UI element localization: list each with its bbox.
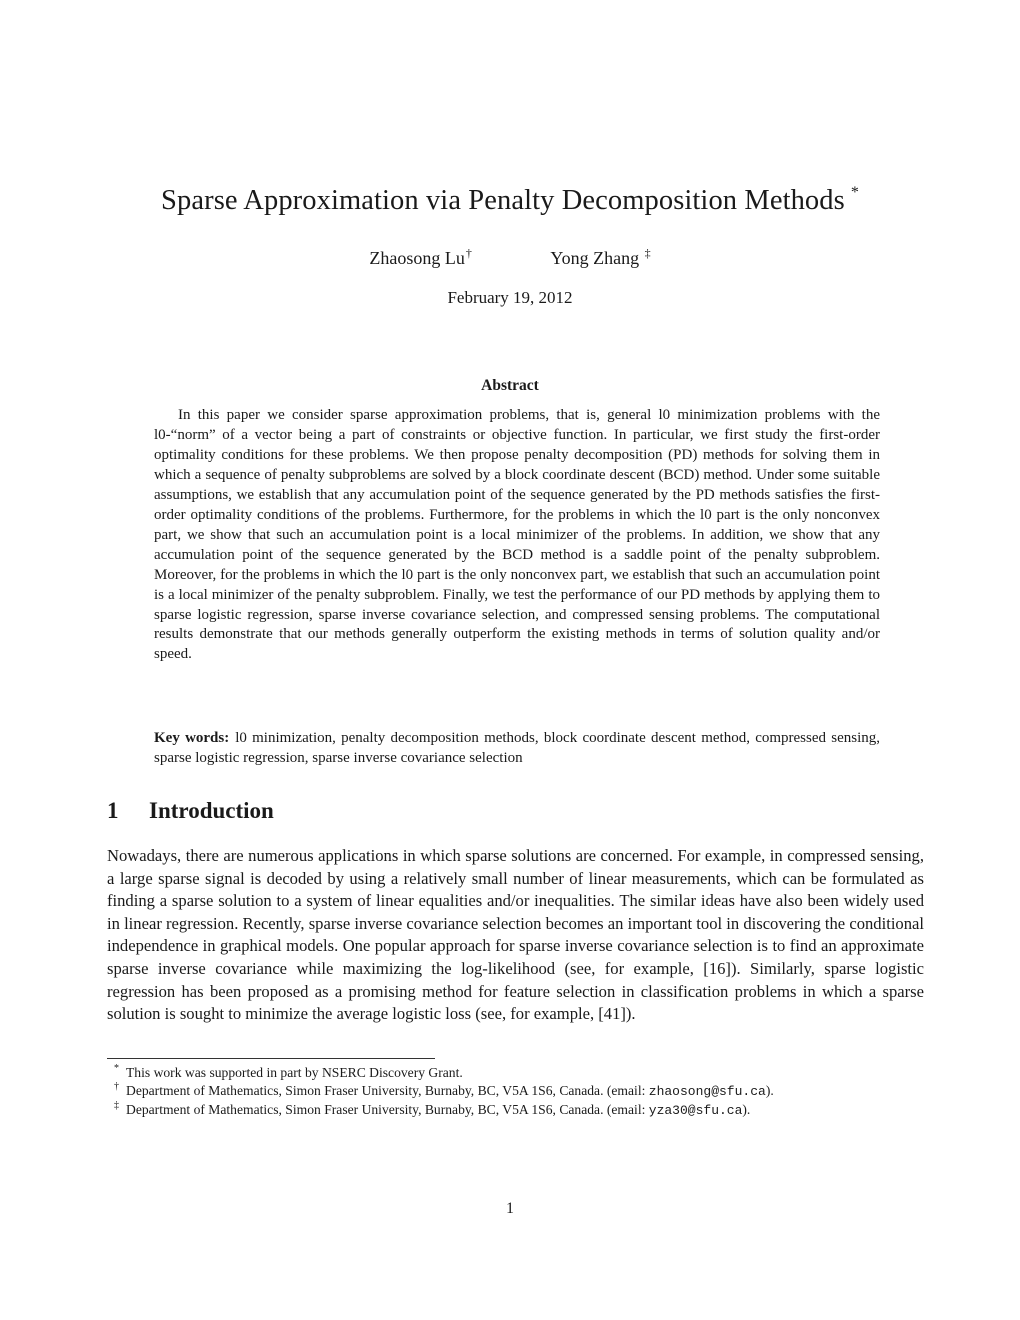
footnote-mark: *	[114, 1063, 119, 1074]
introduction-paragraph: Nowadays, there are numerous applications in which sparse solutions are concerned. For example, in compressed sensing, a large sparse signal is decoded by using a relatively small number of linear measurements, which can be formulated as finding a sparse solution to a system of linear equalities and/or inequalities. The similar ideas have also been widely used in linear regression. Recently, sparse inverse covariance selection becomes an important tool in discovering the conditional independence in graphical models. One popular approach for sparse inverse covariance selection is to find an approximate sparse inverse covariance while maximizing the log-likelihood (see, for example, [16]). Similarly, sparse logistic regression has been proposed as a promising method for feature selection in classification problems in which a sparse solution is sought to minimize the average logistic loss (see, for example, [41]).	[107, 846, 924, 1024]
publication-date: February 19, 2012	[447, 288, 573, 307]
paper-title	[0, 184, 1020, 217]
footnote-mark: †	[114, 1081, 119, 1093]
title-footnote-mark: *	[850, 184, 859, 201]
section-heading	[107, 798, 907, 824]
page-number: 1	[506, 1200, 514, 1217]
email-link[interactable]: yza30@sfu.ca	[648, 1103, 743, 1119]
keywords-text: l0 minimization, penalty decomposition methods, block coordinate descent method, compressed sensing, sparse logistic regression, sparse inverse covariance selection	[154, 730, 880, 766]
author-footnote-mark: ‡	[644, 246, 651, 260]
footnote-text: This work was supported in part by NSERC Discovery Grant.	[126, 1065, 463, 1080]
keywords-label: Key words:	[154, 730, 230, 746]
footnote-end: ).	[765, 1083, 774, 1099]
footnote-2	[107, 1082, 924, 1101]
abstract-body: In this paper we consider sparse approximation problems, that is, general l0 minimization problems with the l0-“norm” of a vector being a part of constraints or objective function. In particular, we first study the first-order optimality conditions for these problems. We then propose penalty decomposition (PD) methods for solving them in which a sequence of penalty subproblems are solved by a block coordinate descent (BCD) method. Under some suitable assumptions, we establish that any accumulation point of the sequence generated by the PD methods satisfies the first-order optimality conditions of the problems. Furthermore, for the problems in which the l0 part is the only nonconvex part, we show that such an accumulation point is a local minimizer of the problems. In addition, we show that any accumulation point of the sequence generated by the BCD method is a saddle point of the penalty subproblem. Moreover, for the problems in which the l0 part is the only nonconvex part, we establish that such an accumulation point is a local minimizer of the penalty subproblem. Finally, we test the performance of our PD methods by applying them to sparse logistic regression, sparse inverse covariance selection, and compressed sensing problems. The computational results demonstrate that our methods generally outperform the existing methods in terms of solution quality and/or speed.	[154, 407, 880, 663]
section-number: 1	[107, 798, 119, 823]
footnote-end: ).	[742, 1102, 751, 1118]
author-name: Zhaosong Lu	[369, 248, 465, 268]
author-list	[0, 246, 1020, 269]
abstract-heading: Abstract	[481, 377, 539, 394]
author-name: Yong Zhang	[550, 248, 640, 268]
title-text: Sparse Approximation via Penalty Decomposition Methods	[161, 185, 845, 216]
footnote-divider	[107, 1058, 435, 1059]
email-link[interactable]: zhaosong@sfu.ca	[648, 1084, 766, 1100]
author-1	[369, 246, 471, 269]
footnote-text: Department of Mathematics, Simon Fraser University, Burnaby, BC, V5A 1S6, Canada. (email:	[126, 1083, 649, 1099]
footnote-1	[107, 1064, 924, 1082]
footnote-text: Department of Mathematics, Simon Fraser University, Burnaby, BC, V5A 1S6, Canada. (email:	[126, 1102, 649, 1118]
author-footnote-mark: †	[465, 246, 472, 260]
keywords	[154, 729, 880, 769]
author-2	[550, 246, 650, 269]
footnote-3	[107, 1101, 924, 1120]
section-title: Introduction	[149, 798, 274, 823]
footnotes	[107, 1064, 924, 1121]
footnote-mark: ‡	[114, 1100, 119, 1112]
